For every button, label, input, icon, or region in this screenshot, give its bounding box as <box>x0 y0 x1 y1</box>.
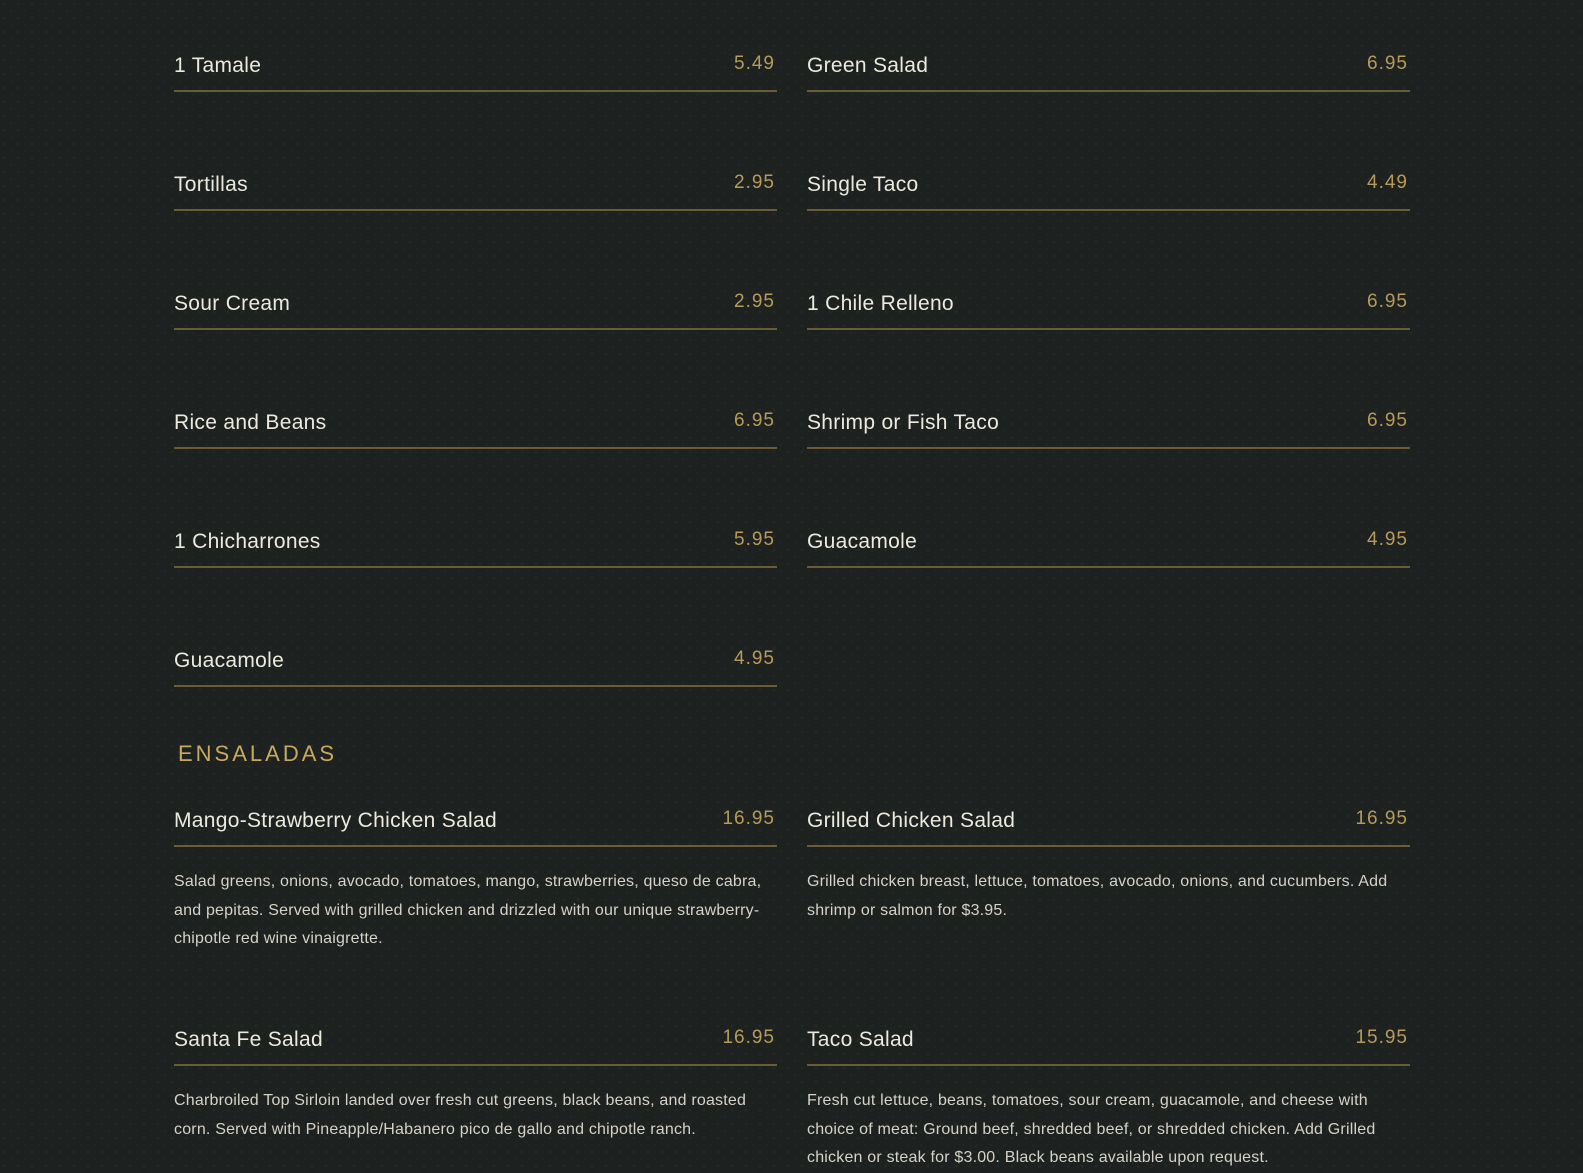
item-price: 5.95 <box>734 529 775 550</box>
item-name: Guacamole <box>807 530 918 553</box>
item-description: Charbroiled Top Sirloin landed over fresh cut greens, black beans, and roasted corn. Served with Pineapple/Habanero pico de gallo and chipotle ranch. <box>174 1092 747 1138</box>
item-price: 16.95 <box>722 808 775 829</box>
menu-item-tortillas <box>174 172 777 211</box>
item-description: Salad greens, onions, avocado, tomatoes, mango, strawberries, queso de cabra, and pepitas. Served with grilled chicken and drizzled with our unique strawberry-chipotle red wine vinaigrette. <box>174 873 762 947</box>
item-name: Guacamole <box>174 649 285 672</box>
section-title-ensaladas: ENSALADAS <box>178 741 338 766</box>
item-price: 6.95 <box>1367 291 1408 312</box>
menu-item-chicharrones <box>174 529 777 568</box>
item-name: Grilled Chicken Salad <box>807 809 1016 832</box>
item-price: 4.95 <box>1367 529 1408 550</box>
menu-item-tamale <box>174 53 777 92</box>
menu-item-guacamole <box>807 529 1410 568</box>
item-name: Shrimp or Fish Taco <box>807 411 1000 434</box>
menu-item-chile-relleno <box>807 291 1410 330</box>
menu-item-green-salad <box>807 53 1410 92</box>
item-name: 1 Chile Relleno <box>807 292 954 315</box>
menu-item-sour-cream <box>174 291 777 330</box>
menu-item-taco-salad <box>807 1027 1410 1066</box>
item-price: 5.49 <box>734 53 775 74</box>
item-name: Taco Salad <box>807 1028 914 1051</box>
item-price: 16.95 <box>1355 808 1408 829</box>
item-name: Single Taco <box>807 173 919 196</box>
item-name: Tortillas <box>174 173 248 196</box>
menu-item-grilled-chicken-salad <box>807 808 1410 847</box>
item-price: 2.95 <box>734 291 775 312</box>
item-price: 4.49 <box>1367 172 1408 193</box>
item-name: Rice and Beans <box>174 411 327 434</box>
menu-item-rice-and-beans <box>174 410 777 449</box>
item-description: Grilled chicken breast, lettuce, tomatoes, avocado, onions, and cucumbers. Add shrimp or salmon for $3.95. <box>807 873 1388 919</box>
item-price: 15.95 <box>1355 1027 1408 1048</box>
item-price: 16.95 <box>722 1027 775 1048</box>
menu-item-mango-strawberry-chicken-salad <box>174 808 777 847</box>
item-name: 1 Chicharrones <box>174 530 321 553</box>
item-name: Mango-Strawberry Chicken Salad <box>174 809 497 832</box>
item-name: Green Salad <box>807 54 929 77</box>
item-price: 6.95 <box>1367 53 1408 74</box>
item-price: 2.95 <box>734 172 775 193</box>
item-name: Sour Cream <box>174 292 291 315</box>
menu-item-shrimp-or-fish-taco <box>807 410 1410 449</box>
item-price: 4.95 <box>734 648 775 669</box>
item-price: 6.95 <box>1367 410 1408 431</box>
item-name: Santa Fe Salad <box>174 1028 323 1051</box>
item-description: Fresh cut lettuce, beans, tomatoes, sour cream, guacamole, and cheese with choice of meat: Ground beef, shredded beef, or shredded chicken. Add Grilled chicken or steak for $3.00. Black beans available upon request. <box>807 1092 1376 1166</box>
menu-item-santa-fe-salad <box>174 1027 777 1066</box>
item-price: 6.95 <box>734 410 775 431</box>
menu-item-guacamole <box>174 648 777 687</box>
item-name: 1 Tamale <box>174 54 262 77</box>
menu-item-single-taco <box>807 172 1410 211</box>
